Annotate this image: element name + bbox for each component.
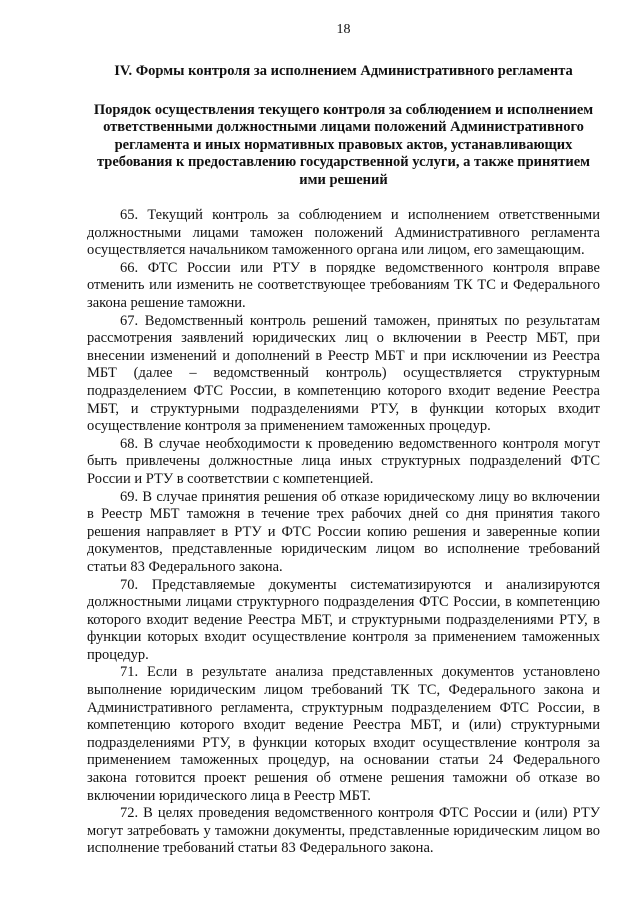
paragraph-list	[87, 207, 600, 858]
subsection-title: Порядок осуществления текущего контроля за соблюдением и исполнением ответственными должностными лицами положений Административного регламента и иных нормативных правовых актов, устанавливающих требования к предоставлению государственной услуги, а также принятием ими решений	[93, 102, 594, 188]
paragraph-71: 71. Если в результате анализа представленных документов установлено выполнение юридическим лицом требований ТК ТС, Федерального закона и Административного регламента, структурным подразделением ФТС России, в компетенцию которого входит ведение Реестра МБТ, и (или) структурными подразделениями РТУ, в функции которых входит осуществление контроля за применением таможенных процедур, на основании статьи 24 Федерального закона готовится проект решения об отмене решения таможни об отказе во включении юридического лица в Реестр МБТ.	[87, 664, 600, 804]
paragraph-66: 66. ФТС России или РТУ в порядке ведомственного контроля вправе отменить или изменить не соответствующее требованиям ТК ТС и Федерального закона решение таможни.	[87, 259, 600, 311]
paragraph-67: 67. Ведомственный контроль решений таможен, принятых по результатам рассмотрения заявлений юридических лиц о включении в Реестр МБТ, при внесении изменений и дополнений в Реестр МБТ и при исключении из Реестра МБТ (далее – ведомственный контроль) осуществляется структурным подразделением ФТС России, в компетенцию которого входит ведение Реестра МБТ, и структурными подразделениями РТУ, в функции которых входит осуществление контроля за применением таможенных процедур.	[87, 312, 600, 435]
paragraph-72: 72. В целях проведения ведомственного контроля ФТС России и (или) РТУ могут затребовать у таможни документы, представленные юридическим лицом во исполнение требований статьи 83 Федерального закона.	[87, 805, 600, 857]
paragraph-69: 69. В случае принятия решения об отказе юридическому лицу во включении в Реестр МБТ таможня в течение трех рабочих дней со дня принятия такого решения направляет в РТУ и ФТС России копию решения и заверенные копии документов, представленные юридическим лицом во исполнение требований статьи 83 Федерального закона.	[87, 488, 600, 575]
paragraph-68: 68. В случае необходимости к проведению ведомственного контроля могут быть привлечены должностные лица иных структурных подразделений ФТС России и РТУ в соответствии с компетенцией.	[87, 435, 600, 487]
page-number: 18	[336, 22, 351, 37]
paragraph-65: 65. Текущий контроль за соблюдением и исполнением ответственными должностными лицами таможен положений Административного регламента осуществляется начальником таможенного органа или лицом, его замещающим.	[87, 207, 600, 259]
section-title: IV. Формы контроля за исполнением Административного регламента	[114, 63, 573, 79]
paragraph-70: 70. Представляемые документы систематизируются и анализируются должностными лицами структурного подразделения ФТС России, в компетенцию которого входит ведение Реестра МБТ, и структурными подразделениями РТУ, в функции которых входит осуществление контроля за применением таможенных процедур.	[87, 576, 600, 663]
